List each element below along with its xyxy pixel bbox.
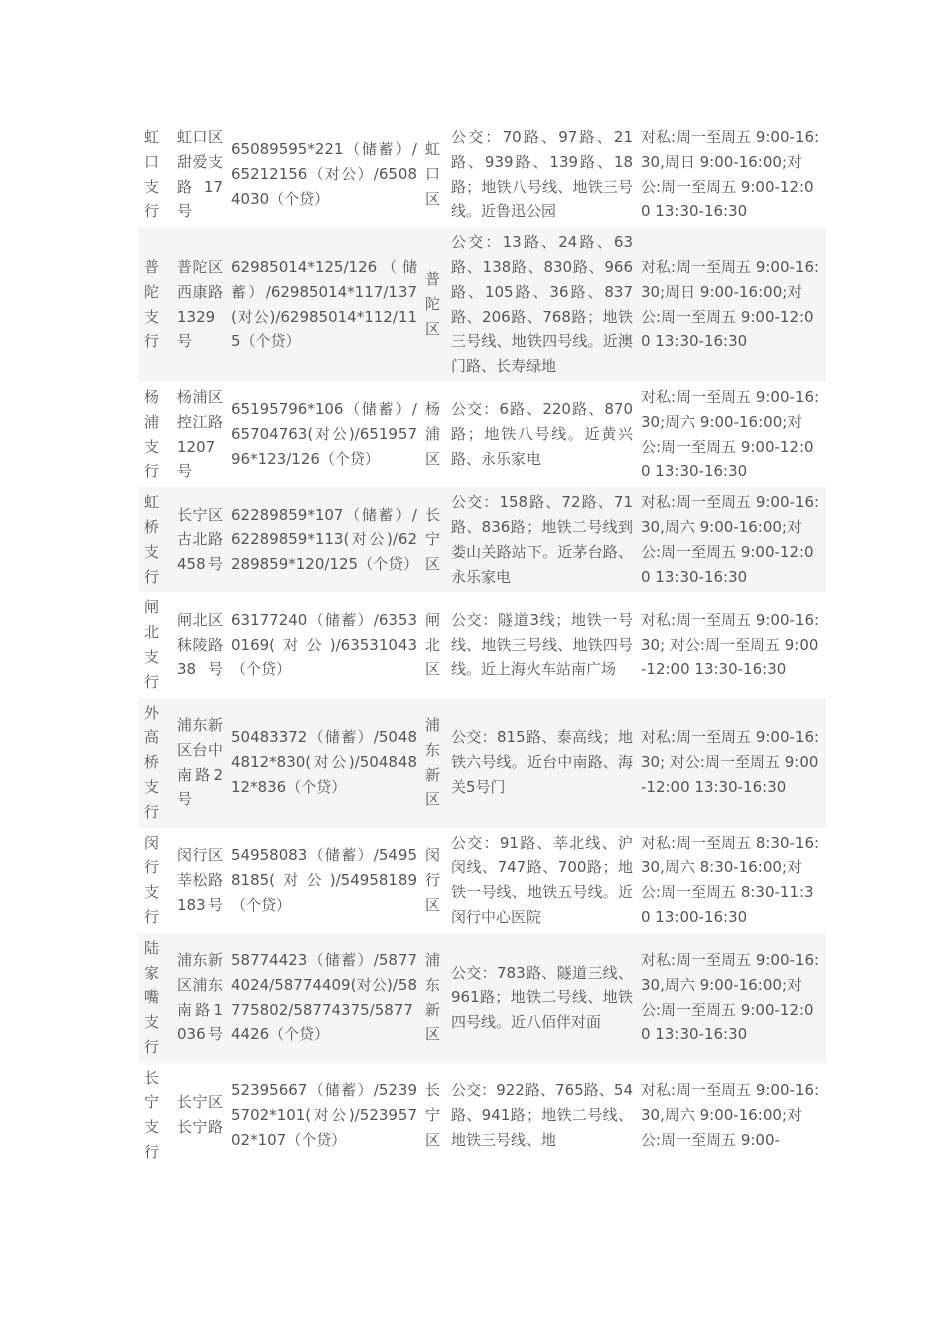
- branch-name: 虹口支行: [144, 128, 160, 221]
- branch-district: 闸北区: [425, 610, 441, 679]
- branch-hours: 对私:周一至周五 9:00-16:30; 对公:周一至周五 9:00-12:00 13:30-16:30: [637, 698, 826, 828]
- branch-hours: 对私:周一至周五 9:00-16:30,周六 9:00-16:00;对公:周一至周五 9:00-12:00 13:30-16:30: [637, 933, 826, 1063]
- branch-transport: 公交：158路、72路、71路、836路；地铁二号线到娄山关路站下。近茅台路、永乐家电: [447, 487, 637, 592]
- branch-district: 虹口区: [425, 140, 441, 208]
- branch-hours: 对私:周一至周五 9:00-16:30;周六 9:00-16:00;对公:周一至周五 9:00-12:00 13:30-16:30: [641, 387, 820, 481]
- branch-transport: 公交：6路、220路、870路；地铁八号线。近黄兴路、永乐家电: [451, 400, 633, 468]
- branch-hours: 对私:周一至周五 9:00-16:30;周日 9:00-16:00;对公:周一至周五 9:00-12:00 13:30-16:30: [637, 227, 826, 382]
- table-row: [138, 698, 826, 828]
- table-row: [138, 828, 826, 933]
- table-row: [138, 592, 826, 697]
- branch-district: 闵行区: [425, 845, 441, 914]
- branch-transport: 公交：922路、765路、54路、941路；地铁二号线、地铁三号线、地: [451, 1081, 633, 1149]
- table-row: [138, 1063, 826, 1168]
- branch-phone: 62985014*125/126（储蓄）/62985014*117/137(对公)/62985014*112/115（个贷）: [227, 227, 421, 382]
- branch-address: 长宁区古北路458号: [173, 487, 227, 592]
- branch-address: 普陀区西康路1329号: [173, 227, 227, 382]
- branch-name: 陆家嘴支行: [138, 933, 173, 1063]
- branch-hours: 对私:周一至周五 9:00-16:30,周六 9:00-16:00;对公:周一至周五 9:00-: [641, 1081, 820, 1149]
- branch-transport: 公交：70路、97路、21路、939路、139路、18路；地铁八号线、地铁三号线。近鲁迅公园: [451, 128, 633, 221]
- branch-district: 长宁区: [421, 487, 447, 592]
- branch-phone: 65089595*221（储蓄）/65212156（对公）/65084030（个贷）: [231, 140, 417, 208]
- branch-table-body: [138, 122, 826, 1168]
- branch-transport: 公交：13路、24路、63路、138路、830路、966路、105路、36路、837路、206路、768路；地铁三号线、地铁四号线。近澳门路、长寿绿地: [447, 227, 637, 382]
- branch-name: 外高桥支行: [138, 698, 173, 828]
- branch-hours: 对私:周一至周五 8:30-16:30,周六 8:30-16:00;对公:周一至周五 8:30-11:30 13:00-16:30: [641, 833, 820, 926]
- branch-name: 虹桥支行: [138, 487, 173, 592]
- branch-hours: 对私:周一至周五 9:00-16:30,周日 9:00-16:00;对公:周一至周五 9:00-12:00 13:30-16:30: [641, 128, 820, 221]
- branch-phone: 52395667（储蓄）/52395702*101(对公)/52395702*107（个贷）: [231, 1081, 417, 1149]
- branch-phone: 50483372（储蓄）/50484812*830(对公)/50484812*836（个贷）: [227, 698, 421, 828]
- table-row: [138, 382, 826, 487]
- branch-district: 长宁区: [425, 1081, 441, 1149]
- branch-transport: 公交：815路、泰高线；地铁六号线。近台中南路、海关5号门: [447, 698, 637, 828]
- branch-name: 普陀支行: [138, 227, 173, 382]
- branch-address: 闸北区秣陵路38号: [177, 610, 223, 679]
- branch-address: 虹口区甜爱支路17号: [177, 128, 223, 221]
- branch-table: [138, 122, 826, 1168]
- branch-address: 闵行区莘松路183号: [177, 845, 223, 914]
- branch-phone: 65195796*106（储蓄）/65704763(对公)/65195796*123/126（个贷）: [231, 400, 417, 468]
- branch-district: 杨浦区: [425, 400, 441, 468]
- branch-table-container: [138, 122, 826, 1218]
- branch-phone: 63177240（储蓄）/63530169(对公)/63531043（个贷）: [231, 610, 417, 679]
- branch-district: 普陀区: [421, 227, 447, 382]
- branch-transport: 公交：91路、莘北线、沪闵线、747路、700路；地铁一号线、地铁五号线。近闵行中心医院: [451, 833, 633, 926]
- branch-name: 杨浦支行: [144, 387, 160, 481]
- branch-hours: 对私:周一至周五 9:00-16:30,周六 9:00-16:00;对公:周一至周五 9:00-12:00 13:30-16:30: [637, 487, 826, 592]
- branch-transport: 公交：隧道3线；地铁一号线、地铁三号线、地铁四号线。近上海火车站南广场: [451, 610, 633, 679]
- branch-phone: 58774423（储蓄）/58774024/58774409(对公)/58775802/58774375/58774426（个贷）: [227, 933, 421, 1063]
- table-row: [138, 933, 826, 1063]
- branch-name: 长宁支行: [144, 1068, 160, 1162]
- branch-address: 杨浦区控江路1207号: [177, 387, 223, 481]
- table-row: [138, 122, 826, 227]
- branch-phone: 62289859*107（储蓄）/62289859*113(对公)/62289859*120/125（个贷）: [227, 487, 421, 592]
- branch-transport: 公交：783路、隧道三线、961路；地铁二号线、地铁四号线。近八佰伴对面: [447, 933, 637, 1063]
- branch-address: 浦东新区台中南路2号: [173, 698, 227, 828]
- branch-district: 浦东新区: [421, 933, 447, 1063]
- branch-name: 闸北支行: [144, 598, 160, 691]
- branch-name: 闵行支行: [144, 833, 160, 926]
- table-row: [138, 487, 826, 592]
- branch-address: 长宁区长宁路: [177, 1093, 223, 1137]
- branch-hours: 对私:周一至周五 9:00-16:30; 对公:周一至周五 9:00-12:00 13:30-16:30: [641, 610, 820, 679]
- branch-district: 浦东新区: [421, 698, 447, 828]
- branch-phone: 54958083（储蓄）/54958185(对公)/54958189（个贷）: [231, 845, 417, 914]
- branch-address: 浦东新区浦东南路1036号: [173, 933, 227, 1063]
- table-row: [138, 227, 826, 382]
